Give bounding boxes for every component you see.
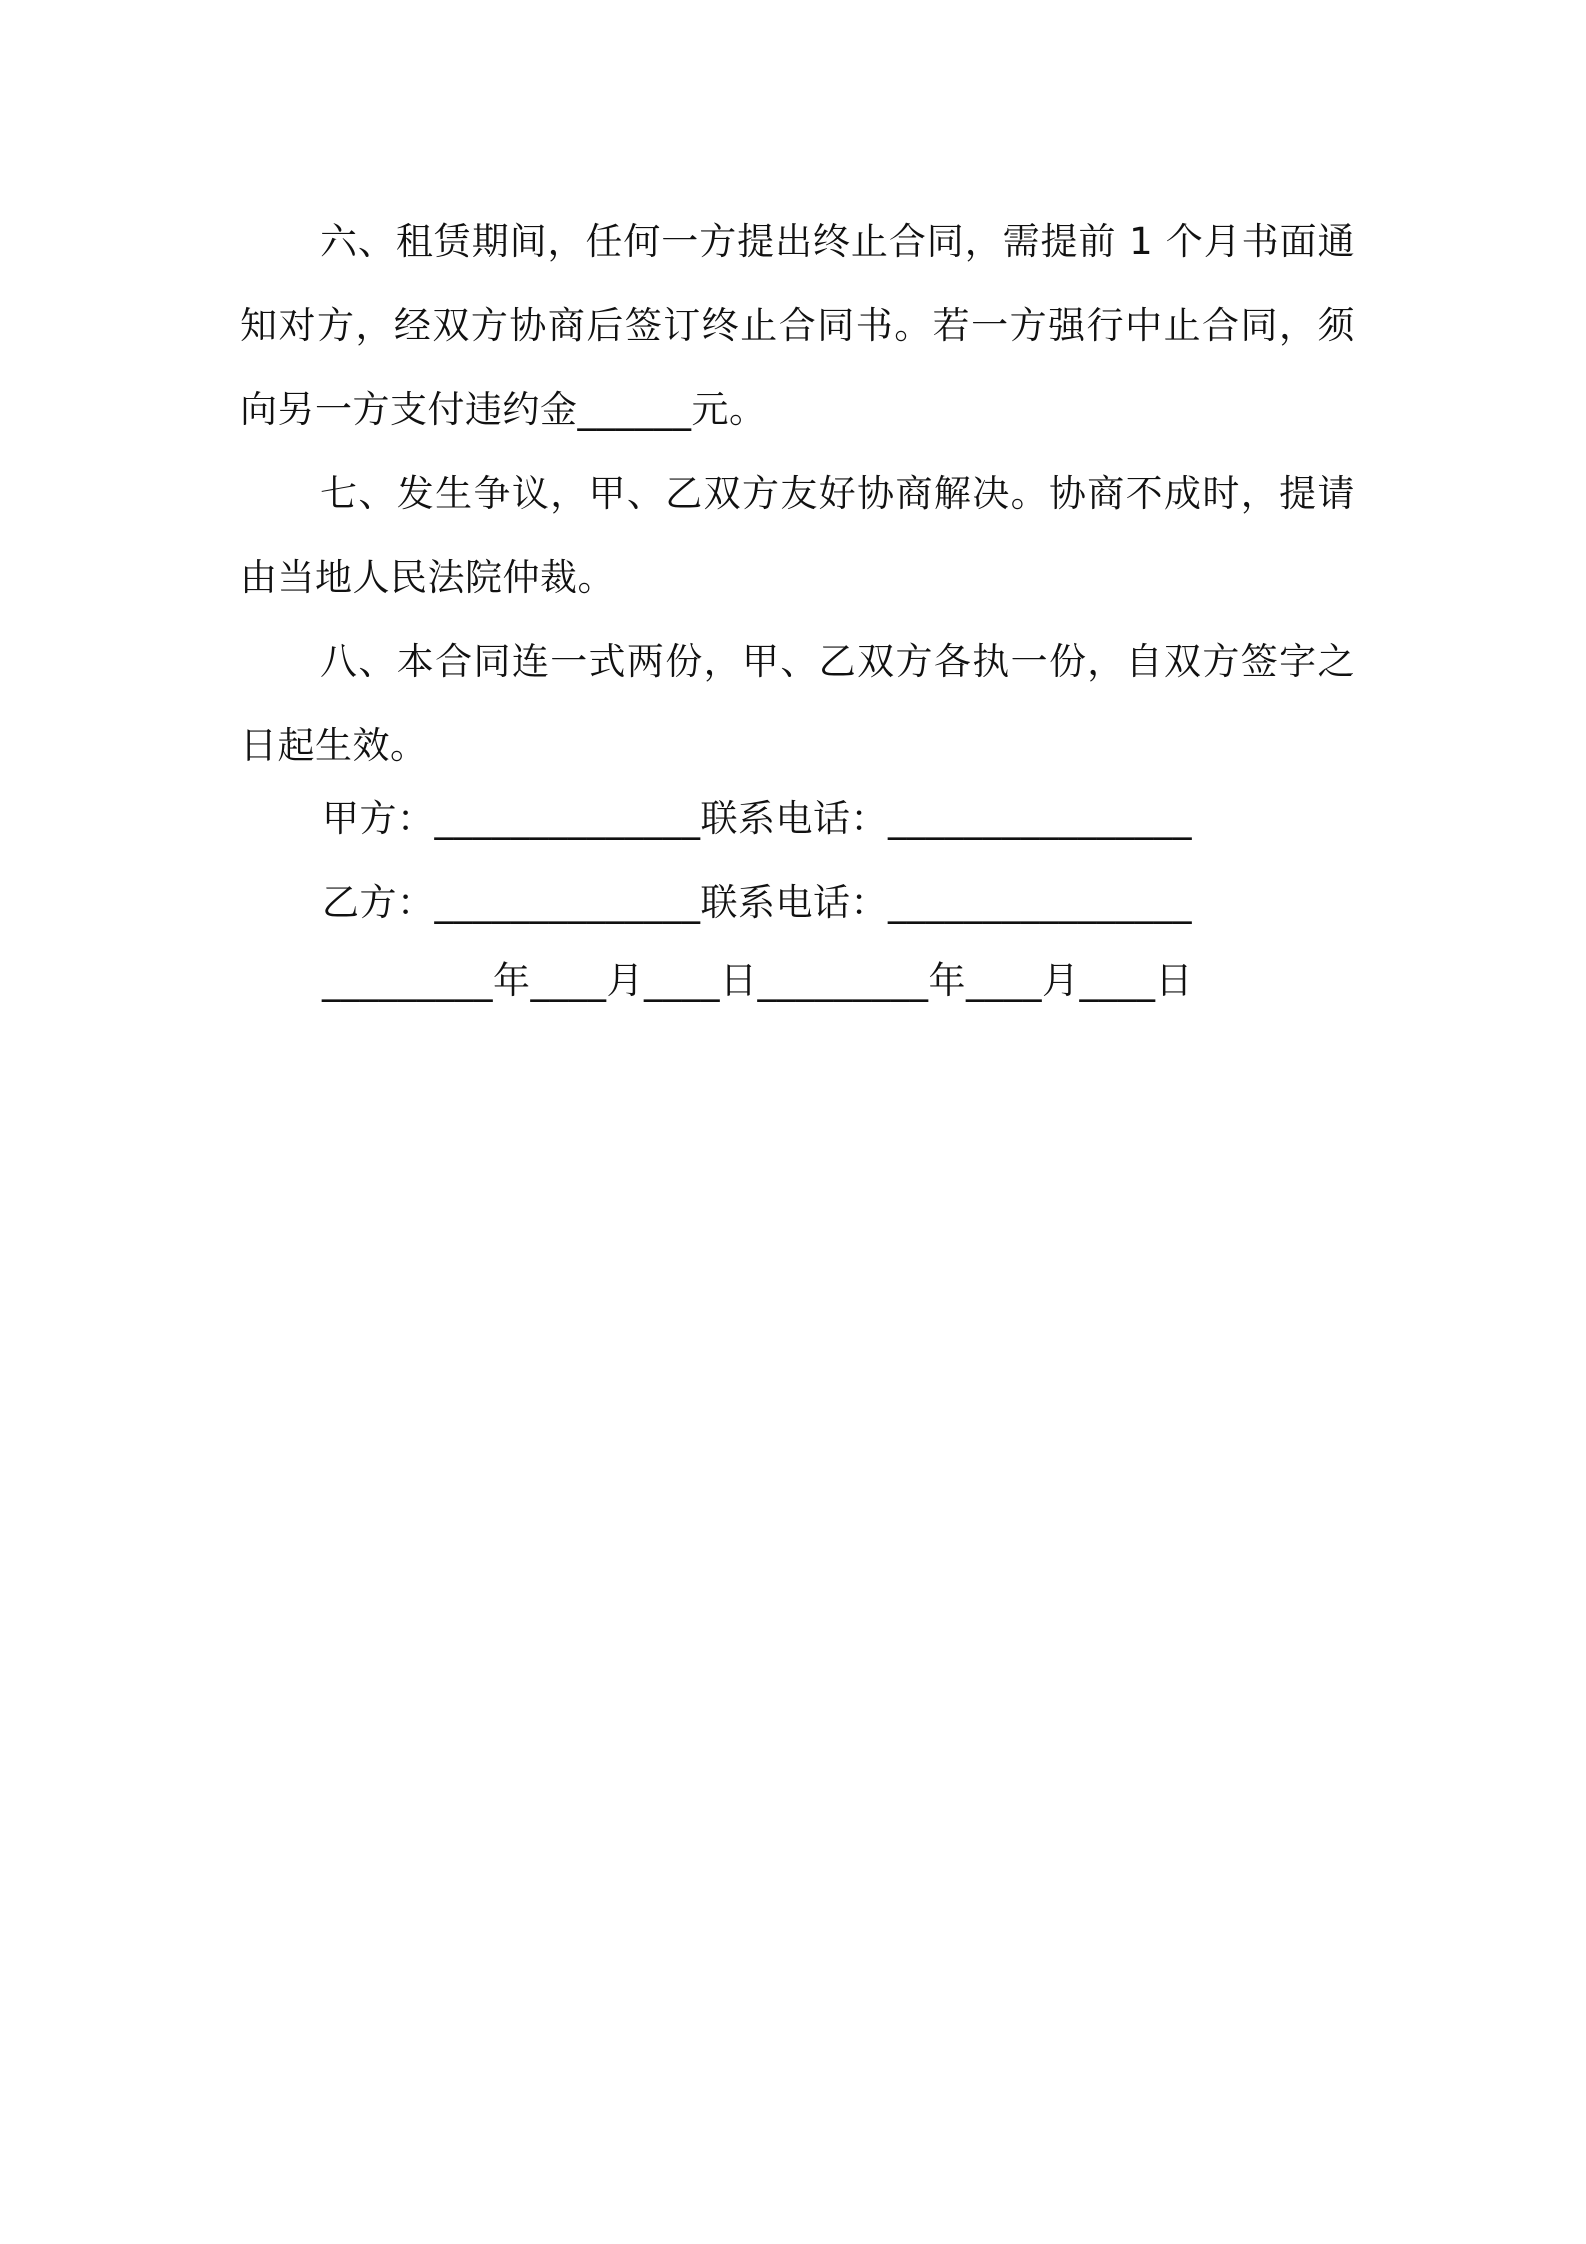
contract-body — [240, 200, 1355, 788]
party-a-signature-line: 甲方：______________联系电话：________________ — [322, 797, 1192, 840]
signing-date-line: _________年____月____日_________年____月____日 — [322, 959, 1193, 1002]
clause-6-paragraph: 六、租赁期间，任何一方提出终止合同，需提前 1 个月书面通知对方，经双方协商后签订终止合同书。若一方强行中止合同，须向另一方支付违约金______元。 — [240, 220, 1355, 431]
clause-7-paragraph: 七、发生争议，甲、乙双方友好协商解决。协商不成时，提请由当地人民法院仲裁。 — [240, 472, 1355, 599]
party-b-signature-line: 乙方：______________联系电话：________________ — [322, 881, 1192, 924]
clause-8-paragraph: 八、本合同连一式两份，甲、乙双方各执一份，自双方签字之日起生效。 — [240, 640, 1355, 767]
